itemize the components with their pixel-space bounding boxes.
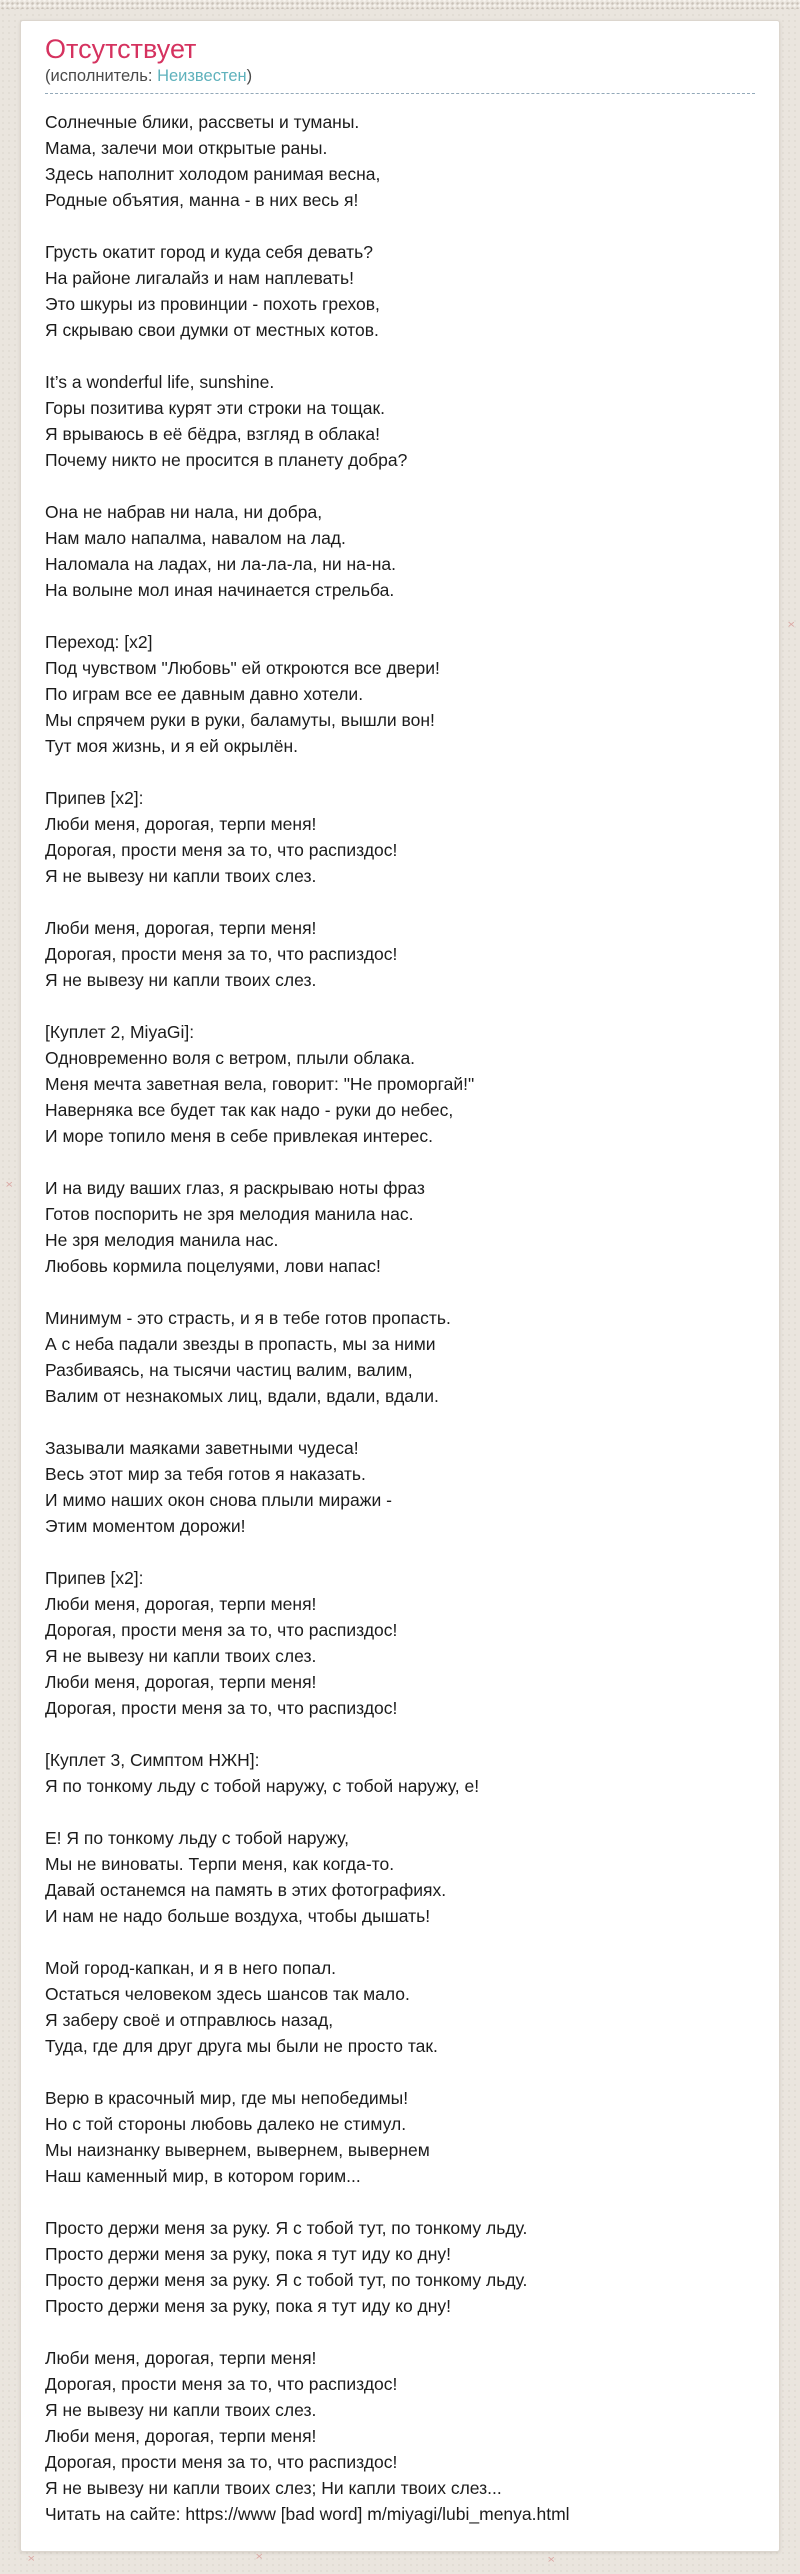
stanza	[45, 2215, 755, 2319]
lyric-line: Дорогая, прости меня за то, что распиздос!	[45, 944, 398, 964]
song-title: Отсутствует	[45, 34, 197, 64]
lyric-line: И море топило меня в себе привлекая интерес.	[45, 1126, 433, 1146]
lyric-line: На волыне мол иная начинается стрельба.	[45, 580, 395, 600]
lyric-line: Весь этот мир за тебя готов я наказать.	[45, 1464, 366, 1484]
artist-suffix: )	[246, 67, 253, 85]
lyric-line: Я не вывезу ни капли твоих слез.	[45, 2400, 317, 2420]
lyric-line: Я не вывезу ни капли твоих слез; Ни капли твоих слез...	[45, 2478, 502, 2498]
lyric-line: Верю в красочный мир, где мы непобедимы!	[45, 2088, 409, 2108]
stitch-x-decoration: ×	[787, 619, 796, 631]
stanza	[45, 915, 755, 993]
lyric-line: Разбиваясь, на тысячи частиц валим, валим,	[45, 1360, 413, 1380]
lyric-line: Горы позитива курят эти строки на тощак.	[45, 398, 385, 418]
lyric-line: Люби меня, дорогая, терпи меня!	[45, 1594, 317, 1614]
lyric-line: Здесь наполнит холодом ранимая весна,	[45, 164, 381, 184]
lyric-line: Я по тонкому льду с тобой наружу, с тобой наружу, е!	[45, 1776, 480, 1796]
lyric-line: Мы спрячем руки в руки, баламуты, вышли вон!	[45, 710, 435, 730]
lyric-line: Зазывали маяками заветными чудеса!	[45, 1438, 359, 1458]
lyric-line: Любовь кормила поцелуями, лови напас!	[45, 1256, 381, 1276]
lyric-line: Дорогая, прости меня за то, что распиздос!	[45, 840, 398, 860]
lyrics-card	[20, 20, 780, 2552]
stitch-x-decoration: ×	[5, 1179, 14, 1191]
lyric-line: Просто держи меня за руку. Я с тобой тут, по тонкому льду.	[45, 2218, 528, 2238]
lyric-line: Но с той стороны любовь далеко не стимул.	[45, 2114, 407, 2134]
artist-prefix: (исполнитель:	[45, 67, 158, 85]
page-top-stitch-texture	[0, 0, 800, 9]
lyric-line: Одновременно воля с ветром, плыли облака.	[45, 1048, 416, 1068]
stanza	[45, 369, 755, 473]
lyric-line: Переход: [x2]	[45, 632, 153, 652]
stanza	[45, 1955, 755, 2059]
lyric-line: Я не вывезу ни капли твоих слез.	[45, 970, 317, 990]
lyric-line: Дорогая, прости меня за то, что распиздос!	[45, 2452, 398, 2472]
lyric-line: И мимо наших окон снова плыли миражи -	[45, 1490, 392, 1510]
stitch-x-decoration: ×	[547, 2554, 556, 2566]
lyric-line: По играм все ее давным давно хотели.	[45, 684, 364, 704]
stanza	[45, 1305, 755, 1409]
lyric-line: Почему никто не просится в планету добра?	[45, 450, 408, 470]
lyric-line: Этим моментом дорожи!	[45, 1516, 246, 1536]
stanza	[45, 239, 755, 343]
lyric-line: Родные объятия, манна - в них весь я!	[45, 190, 359, 210]
lyric-line: Мы не виноваты. Терпи меня, как когда-то.	[45, 1854, 395, 1874]
lyric-line: И нам не надо больше воздуха, чтобы дышать!	[45, 1906, 431, 1926]
lyrics-text	[45, 109, 755, 2527]
lyric-line: Читать на сайте: https://www [bad word] m/miyagi/lubi_menya.html	[45, 2504, 570, 2524]
lyric-line: Просто держи меня за руку. Я с тобой тут, по тонкому льду.	[45, 2270, 528, 2290]
lyric-line: Валим от незнакомых лиц, вдали, вдали, вдали.	[45, 1386, 439, 1406]
stanza	[45, 1565, 755, 1721]
lyric-line: Это шкуры из провинции - похоть грехов,	[45, 294, 380, 314]
lyric-line: Люби меня, дорогая, терпи меня!	[45, 814, 317, 834]
stanza	[45, 1825, 755, 1929]
lyric-line: Нам мало напалма, навалом на лад.	[45, 528, 346, 548]
lyric-line: Она не набрав ни нала, ни добра,	[45, 502, 323, 522]
lyric-line: Дорогая, прости меня за то, что распиздос!	[45, 1620, 398, 1640]
lyric-line: [Куплет 3, Симптом НЖН]:	[45, 1750, 260, 1770]
stanza	[45, 1175, 755, 1279]
lyric-line: Давай останемся на память в этих фотографиях.	[45, 1880, 447, 1900]
lyric-line: [Куплет 2, MiyaGi]:	[45, 1022, 195, 1042]
lyric-line: Мы наизнанку вывернем, вывернем, вывернем	[45, 2140, 430, 2160]
lyric-line: Наломала на ладах, ни ла-ла-ла, ни на-на.	[45, 554, 396, 574]
lyric-line: Туда, где для друг друга мы были не просто так.	[45, 2036, 438, 2056]
lyric-line: Я скрываю свои думки от местных котов.	[45, 320, 379, 340]
lyric-line: Я не вывезу ни капли твоих слез.	[45, 866, 317, 886]
lyric-line: Дорогая, прости меня за то, что распиздос!	[45, 2374, 398, 2394]
lyric-line: Грусть окатит город и куда себя девать?	[45, 242, 373, 262]
lyric-line: Наш каменный мир, в котором горим...	[45, 2166, 361, 2186]
lyric-line: Под чувством "Любовь" ей откроются все двери!	[45, 658, 440, 678]
lyric-line: Я заберу своё и отправлюсь назад,	[45, 2010, 334, 2030]
stitch-x-decoration: ×	[27, 2553, 36, 2565]
lyric-line: А с неба падали звезды в пропасть, мы за ними	[45, 1334, 436, 1354]
lyric-line: It’s a wonderful life, sunshine.	[45, 372, 275, 392]
lyric-line: Мама, залечи мои открытые раны.	[45, 138, 328, 158]
lyric-line: Люби меня, дорогая, терпи меня!	[45, 2348, 317, 2368]
lyric-line: Готов поспорить не зря мелодия манила нас.	[45, 1204, 414, 1224]
lyric-line: Я врываюсь в её бёдра, взгляд в облака!	[45, 424, 381, 444]
lyric-line: Минимум - это страсть, и я в тебе готов пропасть.	[45, 1308, 451, 1328]
lyric-line: Люби меня, дорогая, терпи меня!	[45, 918, 317, 938]
stanza	[45, 499, 755, 603]
lyric-line: Тут моя жизнь, и я ей окрылён.	[45, 736, 298, 756]
lyric-line: Наверняка все будет так как надо - руки до небес,	[45, 1100, 454, 1120]
lyric-line: Не зря мелодия манила нас.	[45, 1230, 279, 1250]
lyric-line: Люби меня, дорогая, терпи меня!	[45, 1672, 317, 1692]
lyric-line: Меня мечта заветная вела, говорит: "Не проморгай!"	[45, 1074, 475, 1094]
stanza	[45, 1747, 755, 1799]
lyric-line: Просто держи меня за руку, пока я тут иду ко дну!	[45, 2244, 452, 2264]
lyric-line: Е! Я по тонкому льду с тобой наружу,	[45, 1828, 349, 1848]
stanza	[45, 2085, 755, 2189]
lyric-line: Дорогая, прости меня за то, что распиздос!	[45, 1698, 398, 1718]
lyric-line: Остаться человеком здесь шансов так мало.	[45, 1984, 410, 2004]
lyric-line: Просто держи меня за руку, пока я тут иду ко дну!	[45, 2296, 452, 2316]
lyric-line: И на виду ваших глаз, я раскрываю ноты фраз	[45, 1178, 425, 1198]
lyric-line: Люби меня, дорогая, терпи меня!	[45, 2426, 317, 2446]
stitch-x-decoration: ×	[255, 2551, 264, 2563]
artist-link[interactable]: Неизвестен	[157, 67, 247, 85]
lyric-line: На районе лигалайз и нам наплевать!	[45, 268, 354, 288]
lyric-line: Я не вывезу ни капли твоих слез.	[45, 1646, 317, 1666]
stanza	[45, 629, 755, 759]
lyric-line: Припев [x2]:	[45, 1568, 144, 1588]
lyric-line: Солнечные блики, рассветы и туманы.	[45, 112, 360, 132]
stanza	[45, 1435, 755, 1539]
stanza	[45, 2345, 755, 2527]
stanza	[45, 1019, 755, 1149]
stanza	[45, 785, 755, 889]
stanza	[45, 109, 755, 213]
lyric-line: Мой город-капкан, и я в него попал.	[45, 1958, 337, 1978]
lyric-line: Припев [x2]:	[45, 788, 144, 808]
artist-line	[45, 65, 755, 94]
